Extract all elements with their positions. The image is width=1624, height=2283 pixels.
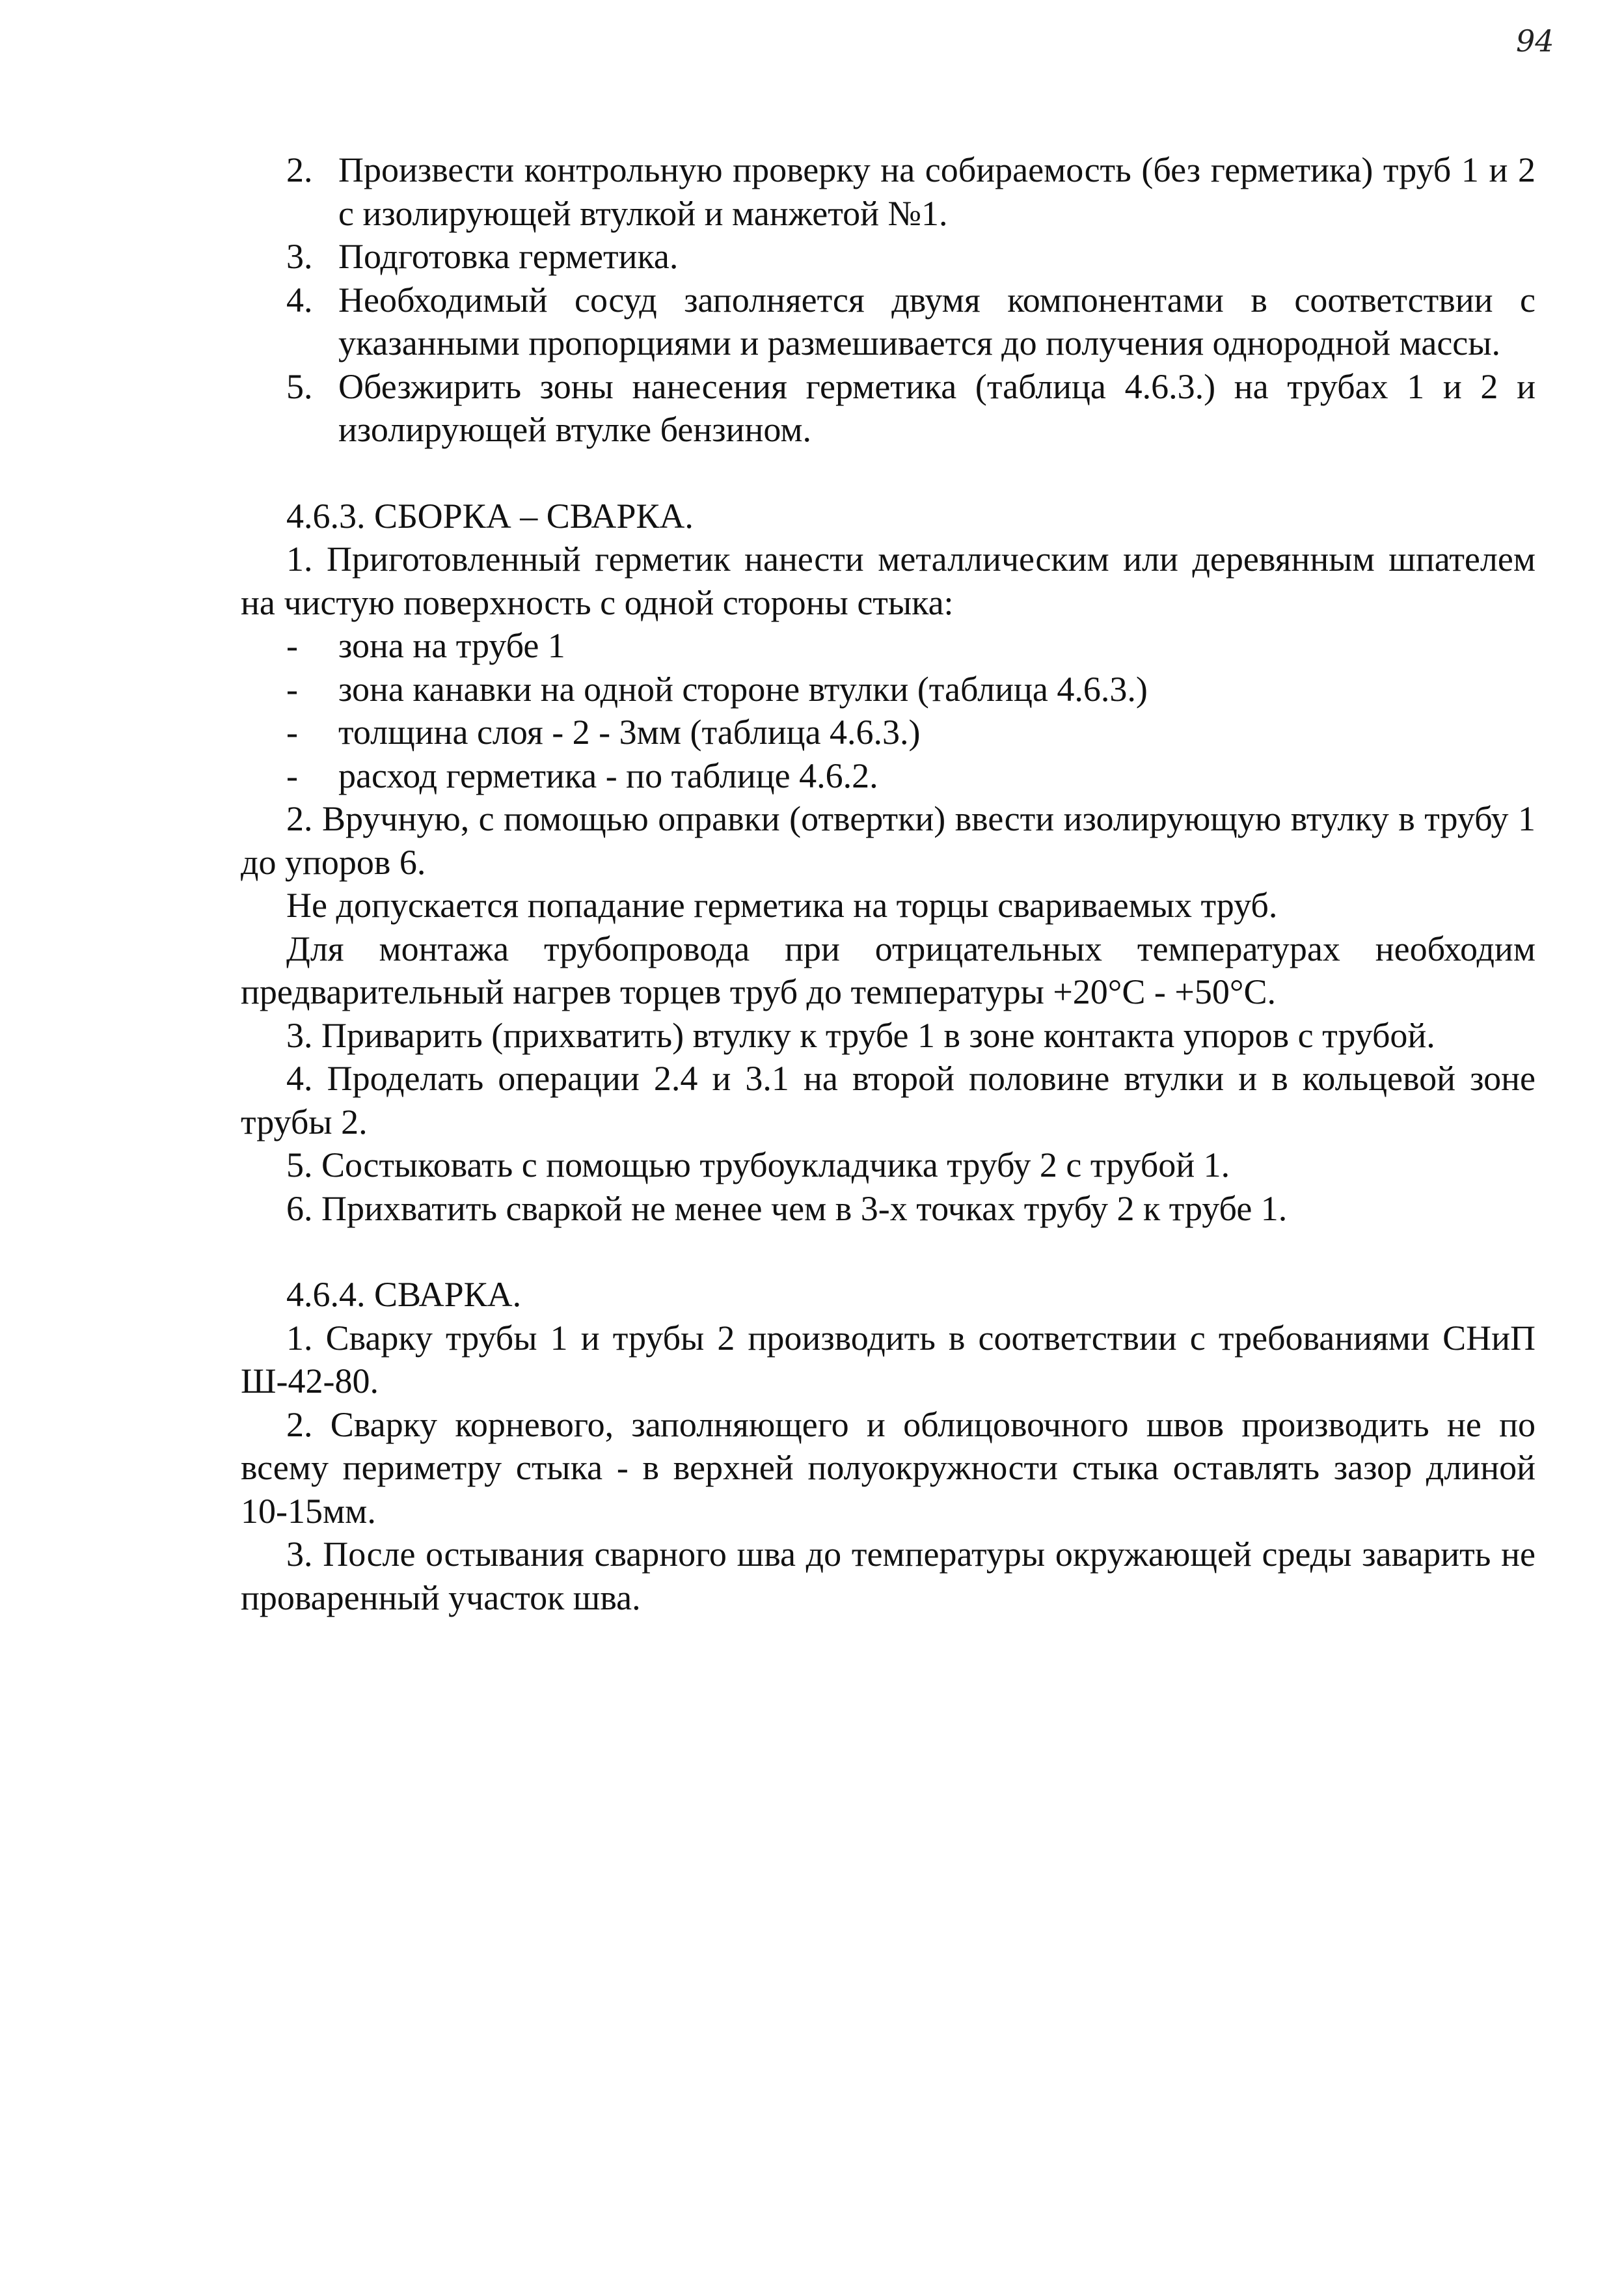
list-item-text: Обезжирить зоны нанесения герметика (таблица 4.6.3.) на трубах 1 и 2 и изолирующей втулке бензином. <box>338 366 1536 449</box>
paragraph: 4. Проделать операции 2.4 и 3.1 на второй половине втулки и в кольцевой зоне трубы 2. <box>241 1059 1536 1142</box>
paragraph: 2. Вручную, с помощью оправки (отвертки) ввести изолирующую втулку в трубу 1 до упоров 6. <box>241 799 1536 882</box>
list-item-text: Необходимый сосуд заполняется двумя компонентами в соответствии с указанными пропорциями и размешивается до получения однородной массы. <box>338 280 1536 362</box>
paragraph: Не допускается попадание герметика на торцы свариваемых труб. <box>286 886 1278 925</box>
list-item <box>241 365 1536 452</box>
list-item-number: 2. <box>286 150 313 189</box>
list-item <box>241 148 1536 235</box>
list-item-text: Подготовка герметика. <box>338 237 679 276</box>
section-heading-welding: 4.6.4. СВАРКА. <box>286 1275 522 1314</box>
paragraph: 1. Приготовленный герметик нанести металлическим или деревянным шпателем на чистую поверхность с одной стороны стыка: <box>241 540 1536 622</box>
dash-list-item: - зона на трубе 1 <box>286 626 565 665</box>
dash-list-item-text: толщина слоя - 2 - 3мм (таблица 4.6.3.) <box>338 713 921 752</box>
paragraph: 6. Прихватить сваркой не менее чем в 3-х точках трубу 2 к трубе 1. <box>286 1188 1288 1228</box>
list-item-text: Произвести контрольную проверку на собираемость (без герметика) труб 1 и 2 с изолирующей втулкой и манжетой №1. <box>338 150 1536 233</box>
paragraph: 2. Сварку корневого, заполняющего и облицовочного швов производить не по всему периметру стыка - в верхней полуокружности стыка оставлять зазор длиной 10-15мм. <box>241 1404 1536 1531</box>
dash-list-item-text: расход герметика - по таблице 4.6.2. <box>338 756 878 795</box>
dash-list-item: - расход герметика - по таблице 4.6.2. <box>286 756 878 795</box>
paragraph: 3. После остывания сварного шва до температуры окружающей среды заварить не проваренный участок шва. <box>241 1535 1536 1617</box>
paragraph: 1. Сварку трубы 1 и трубы 2 производить в соответствии с требованиями СНиП Ш-42-80. <box>241 1318 1536 1401</box>
document-body <box>241 148 1536 1619</box>
list-item <box>241 235 1536 279</box>
dash-list-item-text: зона на трубе 1 <box>338 626 565 665</box>
page-number: 94 <box>1516 23 1554 59</box>
list-item-number: 3. <box>286 237 313 276</box>
dash-list-item: - зона канавки на одной стороне втулки (таблица 4.6.3.) <box>286 669 1148 709</box>
list-item-number: 5. <box>286 366 313 406</box>
list-item-number: 4. <box>286 280 313 320</box>
paragraph: 3. Приварить (прихватить) втулку к трубе 1 в зоне контакта упоров с трубой. <box>286 1015 1435 1055</box>
paragraph: Для монтажа трубопровода при отрицательных температурах необходим предварительный нагрев торцев труб до температуры +20°С - +50°С. <box>241 929 1536 1011</box>
list-item <box>241 279 1536 365</box>
paragraph: 5. Состыковать с помощью трубоукладчика трубу 2 с трубой 1. <box>286 1145 1230 1184</box>
dash-list-item-text: зона канавки на одной стороне втулки (таблица 4.6.3.) <box>338 669 1148 709</box>
dash-list-item: - толщина слоя - 2 - 3мм (таблица 4.6.3.) <box>286 713 921 752</box>
section-heading-assembly: 4.6.3. СБОРКА – СВАРКА. <box>286 496 694 536</box>
